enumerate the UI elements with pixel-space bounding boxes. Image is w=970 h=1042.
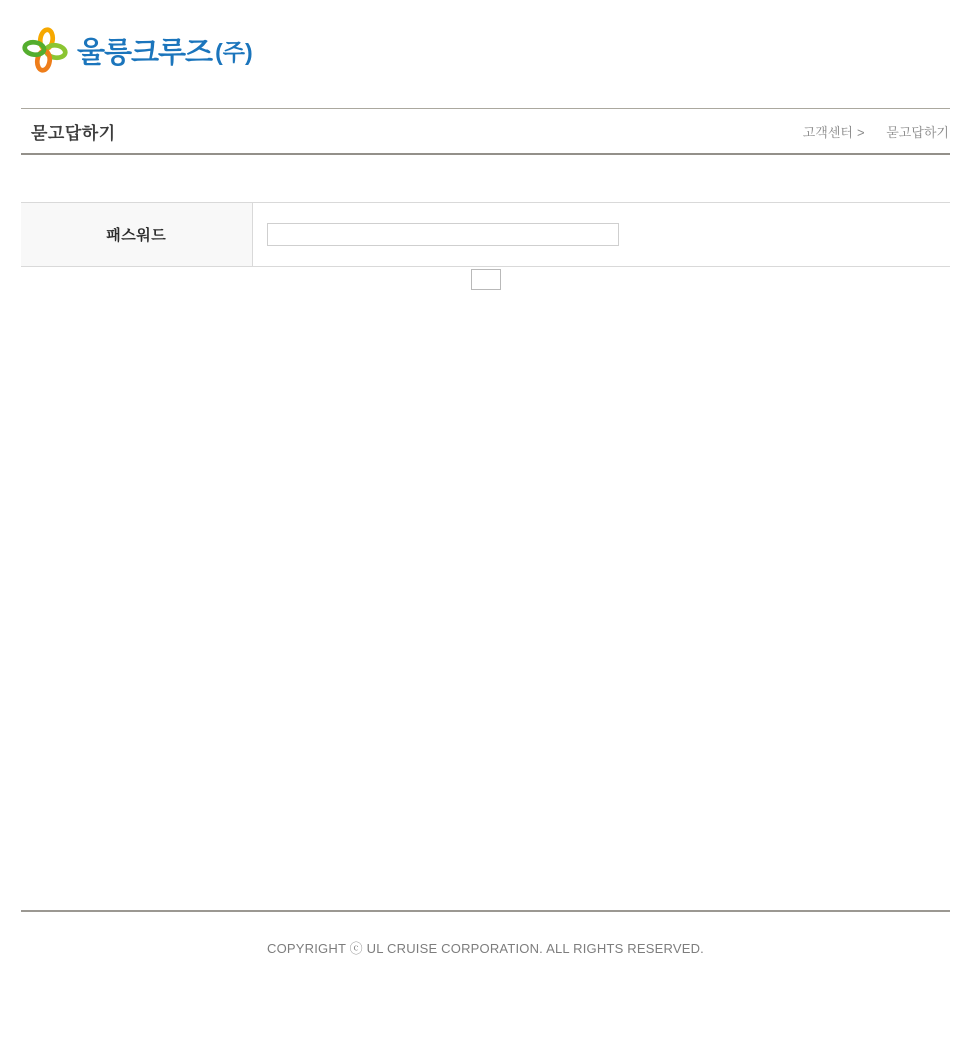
password-label: 패스워드 (21, 203, 252, 267)
page-title: 묻고답하기 (31, 123, 116, 143)
password-input-cell (252, 203, 950, 267)
logo-company-name: 울릉크루즈 (77, 36, 213, 69)
pinwheel-flower-icon (22, 27, 68, 73)
breadcrumb-current[interactable]: 묻고답하기 (886, 124, 949, 140)
submit-row (21, 269, 950, 294)
logo-company-suffix: (주) (215, 38, 253, 65)
submit-button[interactable] (471, 269, 501, 290)
footer (21, 910, 950, 957)
copyright-text: COPYRIGHT ⓒ UL CRUISE CORPORATION. ALL RIGHTS RESERVED. (267, 941, 704, 956)
breadcrumb-separator-icon: > (856, 124, 865, 140)
password-form-table (21, 202, 950, 267)
logo[interactable] (22, 27, 253, 73)
page-header (21, 108, 950, 155)
table-row (21, 203, 950, 267)
password-input[interactable] (267, 223, 619, 246)
breadcrumb (803, 122, 950, 141)
breadcrumb-parent[interactable]: 고객센터 (802, 124, 853, 140)
